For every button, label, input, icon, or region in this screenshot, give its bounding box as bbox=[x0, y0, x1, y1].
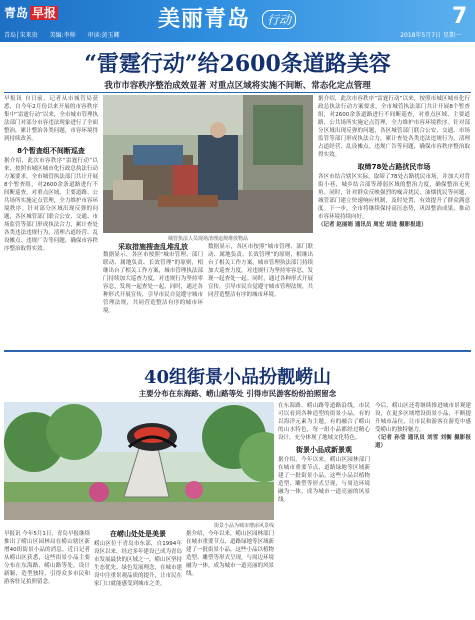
page-number: 7 bbox=[452, 4, 468, 29]
story1-section-a-title: 8个暂查组不间断巡查 bbox=[17, 147, 85, 155]
story1-reporter: （记者 赵丽娟 通讯员 周宏 胡进 摄影报道） bbox=[318, 222, 427, 228]
proofreader-credit: 审读:黄玉卿 bbox=[87, 32, 120, 39]
story2-col3-text: 据介绍，今年以来，崂山区园林部门在城市重要节点、道路绿地等区域新建了一批街景小品，这些小品以植物造型、雕塑等形式呈现，与周边环境融为一体，成为城市一道亮丽的风景线。 bbox=[278, 457, 370, 503]
story2-col4-text: 在东海路、崂山路等道路沿线，市民可以看到各种造型的街景小品，有的以海洋元素为主题，有的融合了崂山的山水特色，每一组小品都经过精心设计，充分体现了地域文化特色。 bbox=[278, 403, 370, 441]
story1-column-2 bbox=[103, 243, 203, 345]
series-badge: 行动 bbox=[262, 10, 296, 29]
issue-date: 2018年5月7日 星期一 bbox=[400, 32, 461, 39]
story2-headline: 40组街景小品扮靓崂山 bbox=[143, 367, 332, 388]
story2-photo-caption: 街景小品为城市增添风景线 bbox=[213, 523, 274, 529]
story2-column-1 bbox=[4, 530, 90, 618]
story1-column-1 bbox=[4, 95, 98, 345]
story1-section-c-title: 取缔78处占路扰民市场 bbox=[357, 163, 431, 171]
story2-subhead: 主要分布在东海路、崂山路等处 引得市民游客纷纷拍照留念 bbox=[138, 389, 337, 398]
story1-section-c-text: 各区市结合辖区实际，取缔了78处占路扰民市场，并加大对背街小巷、城乡结合部等薄弱区域的整治力度，确保整治无死角。同时，针对群众反映强烈的噪音扰民、油烟扰民等问题，城管部门建立快速响应机制，及时处置，有效提升了群众满意度。下一步，全市将继续保持高压态势，巩固整治成果，推动市容环境持续向好。 bbox=[318, 174, 470, 220]
story2-column-right-1 bbox=[278, 402, 370, 617]
story2-col5-text: 今后，崂山区还将继续推进城市景观建设，在更多区域增设街景小品，不断提升城市品位，让市民和游客在游览中感受崂山的独特魅力。 bbox=[375, 403, 471, 433]
story1-section-a-text: 据介绍，此次市容秩序“雷霆行动”以来，按照市城区城市化行政总执法行动方案要求，全市城管执法部门共计开展8个暂查组，对2600余条道路进行不间断巡查，对重点区域、主要道路、公共场所实施定点管理，全力维护市容环境秩序。针对部分区域出现反弹的问题，各区城管部门联合公安、交通、市场监管等部门形成执法合力，累计查处各类违法违规行为，清理占道经营、乱设摊点、违规广告等问题，确保市容秩序整治取得实效。 bbox=[4, 158, 98, 252]
story1-subhead: 我市市容秩序整治成效显著 对重点区域将实施不间断、常态化定点管理 bbox=[104, 81, 371, 91]
story1-column-3 bbox=[208, 243, 313, 345]
story2-section-a-title: 在崂山处处是美景 bbox=[110, 530, 166, 538]
story2-col3-text-left: 据介绍，今年以来，崂山区园林部门在城市重要节点、道路绿地等区域新建了一批街景小品，这些小品以植物造型、雕塑等形式呈现，与周边环境融为一体，成为城市一道亮丽的风景线。 bbox=[186, 531, 274, 577]
story2-reporter: （记者 孙莹 通讯员 刘雪 刘衡 摄影报道） bbox=[375, 435, 471, 449]
story1-section-c-intro: 据介绍，此次市容秩序“雷霆行动”以来，按照市城区城市化行政总执法行动方案要求，全市城管执法部门共计开展8个暂查组，对2600余条道路进行不间断巡查，对重点区域、主要道路、公共场所实施定点管理，全力维护市容环境秩序。针对部分区域出现反弹的问题，各区城管部门联合公安、交通、市场监管等部门形成执法合力，累计查处各类违法违规行为，清理占道经营、乱设摊点、违规广告等问题，确保市容秩序整治取得实效。 bbox=[318, 96, 470, 158]
divider bbox=[4, 92, 471, 93]
story2-photo bbox=[4, 402, 274, 520]
story1-photo-caption: 采取措施搜查乱堆乱放 bbox=[118, 243, 188, 251]
editor-credit: 青岛│宋来贵 bbox=[4, 32, 38, 39]
section-divider bbox=[4, 350, 471, 352]
story2-column-3 bbox=[186, 530, 274, 618]
story1-section-c-text-cont: 数据显示，各区市按照“城市管理、部门联动、属地负责、长效管理”的原则，相继出台了相关工作方案，城市管理执法部门持续加大巡查力度，对违规行为坚持零容忍，发现一起查处一起。同时，通过各种形式开展宣传，引导市民自觉遵守城市管理法规，共同营造整洁有序的城市环境。 bbox=[208, 244, 313, 298]
newspaper-logo bbox=[4, 4, 58, 21]
story2-section-b-title: 街景小品成新景观 bbox=[296, 446, 352, 454]
info-bar bbox=[4, 30, 471, 40]
designer-credit: 美编:李帅 bbox=[49, 32, 76, 39]
story1-lead: 早报讯 自日前，记者从市城管局获悉，自今年2月份以来开展的市容秩序集中“雷霆行动”以来，全市城市管理执法部门对部分市容违法现象进行了全面整治，累计整治各类问题，市容环境得到持续改善。 bbox=[4, 96, 98, 142]
story2-col1-text: 早报讯 今年5月1日，青岛早报继续推出了崂山区园林局在崂山辖区新增40组街景小品的消息。近日记者从崂山区获悉，这些街景小品主要分布在东海路、崂山路等处，设计新颖、造型独特，引得众多市民和游客驻足拍照留念。 bbox=[4, 531, 90, 585]
story1-headline: “雷霆行动”给2600条道路美容 bbox=[84, 51, 391, 77]
logo-text: 青岛 bbox=[4, 6, 29, 20]
story1-column-4 bbox=[318, 95, 470, 345]
story2-col2-text: 崂山区位于青岛市东部，自1994年设区以来，经过多年建设已成为青岛市发展最快的区域之一。崂山区坚持生态优先、绿色发展理念，在城市建设中注重景观品质的提升，让市民在家门口就能感受到城市之美。 bbox=[94, 541, 182, 587]
story1-photo-credit: 城管执法人员现场清理违规堆放物品 bbox=[167, 236, 248, 242]
story1-photo bbox=[103, 95, 313, 233]
series-title: 美丽青岛 bbox=[158, 6, 251, 32]
story1-section-b-text: 数据显示，各区市按照“城市管理、部门联动、属地负责、长效管理”的原则，相继出台了相关工作方案，城市管理执法部门持续加大巡查力度，对违规行为坚持零容忍，发现一起查处一起。同时，通过各种形式开展宣传，引导市民自觉遵守城市管理法规，共同营造整洁有序的城市环境。 bbox=[103, 252, 203, 314]
story2-column-right-2 bbox=[375, 402, 471, 617]
story2-column-2 bbox=[94, 530, 182, 618]
logo-badge: 早报 bbox=[32, 6, 57, 20]
